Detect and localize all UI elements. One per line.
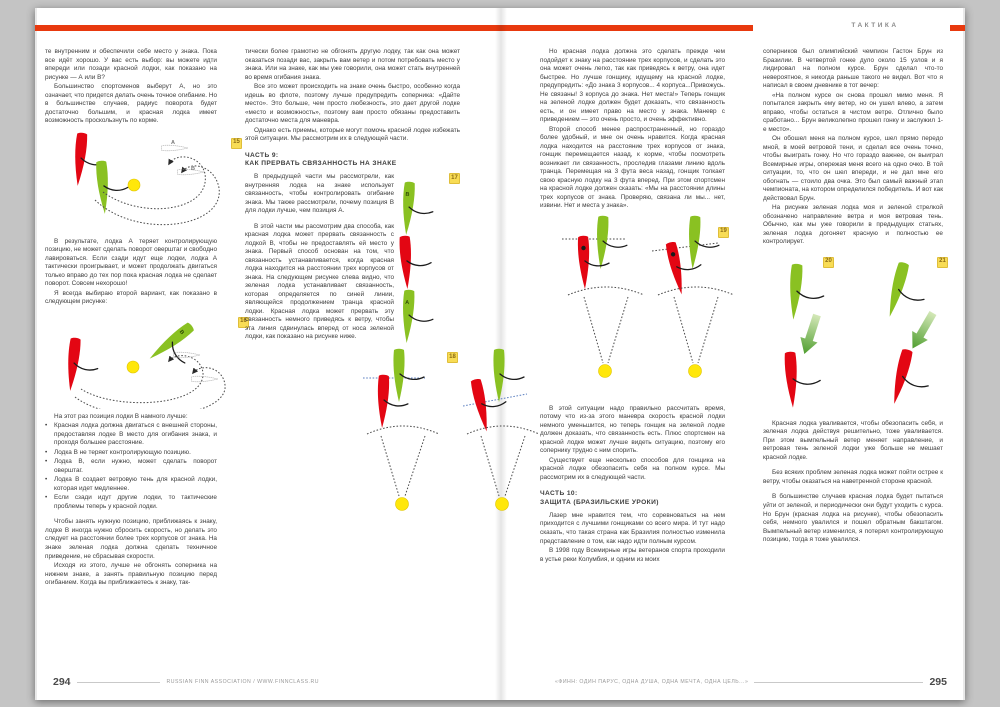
red-boat-icon xyxy=(784,350,821,408)
part-10-heading-line2: ЗАЩИТА (БРАЗИЛЬСКИЕ УРОКИ) xyxy=(540,499,659,507)
red-boat-icon xyxy=(377,375,409,429)
green-boat-icon xyxy=(788,263,826,321)
advantage-list xyxy=(45,422,217,511)
green-boat-icon xyxy=(595,215,628,270)
red-boat-icon xyxy=(665,237,706,295)
paragraph: Чтобы занять нужную позицию, приближаясь к знаку, лодке В иногда нужно сбросить скорость, но делать это следует на расстоянии более трех корпусов от знака. На знаке зеленая лодка должна сделать техничное приведение, не сбрасывая скорости. xyxy=(45,518,217,560)
paragraph: В предыдущей части мы рассмотрели, как внутренняя лодка на знаке использует связанность, чтобы контролировать огибание знака. Мы также рассмотрели, почему позиция В для лодки лучше, чем позиция А. xyxy=(245,173,394,215)
figure-15 xyxy=(45,130,240,234)
ghost-boat-2 xyxy=(191,376,218,382)
course-path-b xyxy=(95,166,219,225)
figure-17-badge: 17 xyxy=(449,173,460,184)
page-spread xyxy=(35,8,965,700)
mark-buoy xyxy=(128,179,140,191)
footer-rule xyxy=(754,682,923,683)
header-red-bar-left xyxy=(35,25,753,31)
figure-19-left-diagram xyxy=(562,215,650,397)
zone-line xyxy=(481,436,499,496)
list-item: • Лодка В, если нужно, может сделать поворот оверштаг. xyxy=(45,458,217,475)
paragraph: На рисунке зеленая лодка моя и зеленой стрелкой обозначено направление ветра и моя ветровая тень. Обычно, как мы уже говорили в предыдущих статьях, зеленая лодка догоняет красную и полностью ее контролирует. xyxy=(763,204,943,246)
figure-18-badge: 18 xyxy=(447,352,458,363)
mark-buoy xyxy=(599,364,612,377)
figure-19-badge: 19 xyxy=(718,227,729,238)
part-10-heading-line1: ЧАСТЬ 10: xyxy=(540,490,578,498)
figure-17 xyxy=(398,173,460,345)
page-number-right: 295 xyxy=(929,676,947,688)
red-boat-icon xyxy=(65,337,101,393)
label-a: A xyxy=(405,300,410,307)
figure-21-diagram xyxy=(881,253,961,415)
figure-15-diagram xyxy=(45,130,225,234)
paragraph: Но красная лодка должна это сделать прежде чем подойдет к знаку на расстояние трех корпусов, и сделать это она может очень легко, так как приведясь к ветру, она идет быстрее. Но лучше гонщику, идущему на красной лодке, предупредить: «До знака 3 корпусов... 4 корпуса...Привожусь. Не связаны! 3 корпуса до знака. Нет места!» Теперь гонщик на зеленой лодке должен будет доказать, что связанность есть, и он имеет право на место у знака. Маневр с приведением — это очень просто, и очень эффективно. xyxy=(540,48,725,124)
list-item: • Красная лодка должна двигаться с внешней стороны, предоставляя лодке В место для огибания знака, и проходя большее расстояние. xyxy=(45,422,217,448)
part-9-heading-line1: ЧАСТЬ 9: xyxy=(245,151,279,159)
right-page-column-2 xyxy=(763,48,946,546)
figure-16-badge: 16 xyxy=(238,317,249,328)
zone-line xyxy=(505,436,525,496)
paragraph: соперников был олимпийский чемпион Гастон Брун из Бразилии. В четвертой гонке дуло около 15 узлов и я лидировал на полном курсе. Брун сделал что-то невероятное, я никогда раньше такого не видел. Вот что я написал в своем дневнике в тот вечер: xyxy=(763,48,943,90)
footer-credit-left: RUSSIAN FINN ASSOCIATION / WWW.FINNCLASS.RU xyxy=(166,679,319,685)
figures-20-21 xyxy=(763,251,946,416)
part-9-heading-line2: КАК ПРЕРВАТЬ СВЯЗАННОСТЬ НА ЗНАКЕ xyxy=(245,160,397,168)
green-boat-icon xyxy=(884,261,932,324)
red-boat-icon xyxy=(889,348,936,411)
paragraph: В большинстве случаев красная лодка будет пытаться уйти от зеленой, и периодически они будут уходить с курса. Но Брун (красная лодка на рисунке), чтобы обезопасить себя, немного увалился и пошел обратным бакштагом. Вымпельный ветер изменился, я потерял контролирующую позицию, тогда я тоже увалился. xyxy=(763,493,943,544)
left-page-column-2 xyxy=(245,48,460,532)
paragraph: В этой части мы рассмотрим два способа, как красная лодка может прервать связанность с лодкой В, чтобы не предоставлять ей место у знака. Первый способ основан на том, что связанность устанавливается, когда красная лодка находится на расстоянии трех корпусов от знака. На следующем рисунке слева видно, что зеленая лодка устанавливает связанность, которая определяется по синей линии, являющейся продолжением транца красной лодки. Красная лодка может прервать эту связанность немного приведясь к ветру, чтобы эта линия сдвинулась вперед от носа зеленой лодки, как показано на рисунке ниже. xyxy=(245,222,394,341)
figure-15-badge: 15 xyxy=(231,138,242,149)
mark-buoy xyxy=(496,498,509,511)
figure-19 xyxy=(540,215,725,401)
paragraph: В результате, лодка А теряет контролирующую позицию, не может сделать поворот оверштаг и свободно лавироваться. Если сзади идут еще лодки, лодка А тактически проигрывает, и может продолжать двигаться только вправо до тех пор пока красная лодка не сделает поворот. Совсем нехорошо! xyxy=(45,237,218,288)
page-number-left: 294 xyxy=(53,676,71,688)
paragraph: Исходя из этого, лучше не обгонять соперника на нижнем знаке, а занять правильную позицию перед огибанием. Когда вы приближаетесь к знаку, так- xyxy=(45,562,217,587)
three-lengths-arc xyxy=(367,426,439,434)
list-item: • Если сзади идут другие лодки, то тактические проблемы теперь у красной лодки. xyxy=(45,494,217,511)
paragraph: те внутренним и обеспечили себе место у знака. Пока все идёт хорошо. У вас есть выбор: вы можете идти впереди или позади красной лодки, как показано на рисунке — А или В? xyxy=(45,48,217,81)
green-boat-a-icon xyxy=(401,290,434,345)
paragraph: Все это может происходить на знаке очень быстро, особенно когда идешь во флоте, поэтому лучше предупредить соперника: «Дайте место». Это больше, чем просто любезность, это дает другой лодке «место и возможность», поэтому вам просто обязаны предоставить достаточно места для маневра. xyxy=(245,83,460,125)
green-boat-icon xyxy=(146,321,207,378)
figure-20-diagram xyxy=(771,253,851,415)
paragraph: Он обошел меня на полном курсе, шел прямо передо мной, в моей ветровой тени, и сделал все очень точно, чтобы выиграть гонку. Но что гораздо важнее, он выиграл Всемирные игры, опережая меня всего на одно очко. В той ситуации, то, что он шел впереди, и не дал мне его обогнать — стоило два очка. Это был самый важный этап чемпионата, на котором определился победитель. И вот как действовал Брун. xyxy=(763,135,943,202)
label-b: B xyxy=(405,191,410,199)
green-boat-icon xyxy=(393,349,424,402)
figure-17-diagram xyxy=(398,179,444,347)
green-boat-icon xyxy=(96,159,130,214)
zone-line xyxy=(674,297,693,363)
figure-18-left-diagram xyxy=(363,348,443,526)
green-boat-icon xyxy=(493,349,524,402)
paragraph: Я всегда выбираю второй вариант, как показано в следующем рисунке: xyxy=(45,289,217,306)
three-lengths-arc xyxy=(467,426,539,434)
label-b: B xyxy=(191,165,195,172)
left-page-footer xyxy=(53,676,319,688)
figure-16 xyxy=(45,311,247,409)
paragraph: «На полном курсе он снова прошел мимо меня. Я попытался закрыть ему ветер, но он ушел влево, а затем вправо, чтобы остаться в чистом ветре. Отлично было сработано... Брун великолепно прошел гонку и заслужил 1-е место». xyxy=(763,91,943,133)
wind-shadow-arrow xyxy=(905,308,941,353)
list-item: • Лодка В не теряет контролирующую позицию. xyxy=(45,449,217,458)
footer-rule xyxy=(77,682,161,683)
figure-21-badge: 21 xyxy=(937,257,948,268)
figure-16-diagram xyxy=(45,311,230,409)
figure-18-right-diagram xyxy=(463,348,543,526)
zone-line xyxy=(608,297,628,363)
overlap-line-blue xyxy=(463,394,527,406)
list-lead: На этот раз позиция лодки В намного лучше: xyxy=(54,412,188,420)
zone-line xyxy=(405,436,425,496)
paragraph: Существует еще несколько способов для гонщика на красной лодке обезопасить себя на полном курсе. Мы рассмотрим их в следующей части. xyxy=(540,456,725,481)
paragraph: Лазер мне нравится тем, что соревноваться на нем приходится с лучшими гонщиками со всего мира. И тут надо сказать, что такая страна как Бразилия полностью изменила представление о том, как надо идти полным курсом. xyxy=(540,511,725,545)
paragraph: Однако есть приемы, которые могут помочь красной лодке избежать этой ситуации. Мы рассмотрим их в следующей части. xyxy=(245,126,460,143)
red-boat-icon xyxy=(470,374,511,432)
mark-buoy xyxy=(396,498,409,511)
zone-line xyxy=(584,297,603,363)
label-a: A xyxy=(171,139,175,146)
section-kicker: ТАКТИКА xyxy=(851,22,899,29)
zone-line xyxy=(698,297,718,363)
left-page-column-1 xyxy=(45,48,247,589)
three-lengths-arc xyxy=(658,287,734,295)
figure-20-badge: 20 xyxy=(823,257,834,268)
footer-credit-right: «ФИНН: ОДИН ПАРУС, ОДНА ДУША, ОДНА МЕЧТА, ОДНА ЦЕЛЬ...» xyxy=(555,679,749,685)
paragraph: В этой ситуации надо правильно рассчитать время, потому что из-за этого маневра скорость красной лодки немного уменьшится, но теперь гонщик на зеленой лодке должен доказать, что связанность есть. Плюс спортсмен на красной лодке может лучше видеть ситуацию, поэтому его сопернику трудно с ним спорить. xyxy=(540,404,725,455)
course-path-a xyxy=(103,157,205,209)
paragraph: Без всяких проблем зеленая лодка может пойти острее к ветру, чтобы оказаться на наветренной стороне красной. xyxy=(763,469,943,485)
right-page-column-1 xyxy=(540,48,725,565)
red-boat-icon xyxy=(399,235,432,290)
green-boat-icon xyxy=(687,215,720,270)
header-red-bar-right xyxy=(950,25,965,31)
three-lengths-arc xyxy=(568,287,644,295)
paragraph: Большинство спортсменов выберут А, но это означает, что придется делать очень точное огибание. Но в большинстве случаев, радиус поворота будет достаточно большим, и красная лодка имеет возможность проскользнуть по корме. xyxy=(45,83,217,125)
zone-line xyxy=(381,436,399,496)
wind-shadow-arrow xyxy=(796,312,826,357)
green-boat-b-icon xyxy=(401,182,435,237)
list-item: • Лодка В создает ветровую тень для красной лодки, которая идет медленнее. xyxy=(45,476,217,493)
paragraph: тически более грамотно не обгонять другую лодку, так как она может оказаться позади вас, закрыть вам ветер и потом потребовать место у знака. Или на знаке, как мы уже говорили, она может стать внутренней во время огибания знака. xyxy=(245,48,460,81)
figure-18 xyxy=(245,346,460,528)
ghost-boat-a xyxy=(161,145,188,151)
paragraph: Красная лодка уваливается, чтобы обезопасить себя, и зеленая лодка действуя решительно, тоже уваливается. При этом вымпельный ветер меняет направление, и ветровая тень зеленой лодки уже больше не мешает красной лодке. xyxy=(763,419,943,461)
paragraph: Второй способ менее распространенный, но гораздо более удобный, и мне он очень нравится. Когда красная лодка находится на расстояние трех корпусов от знака, гонщик перемещается назад, к корме, чтобы посмотреть возникает ли связанность, проследив глазами линию вдоль транца. Перемещая на 3 фута веса назад, гонщик толкает свою красную лодку на 3 фута вперед. При этом спортсмен на красной лодке должен сказать: «Мы на расстоянии длины трех корпусов от знака. Проверяю, связана ли мы... нет, извини. Нет и места у знака». xyxy=(540,125,725,210)
mark-buoy xyxy=(127,361,139,373)
mark-buoy xyxy=(689,364,702,377)
label-b: B xyxy=(177,328,186,336)
paragraph: В 1998 году Всемирные игры ветеранов спорта проходили в устье реки Колумбия, и одним из моих xyxy=(540,547,725,563)
figure-19-right-diagram xyxy=(652,215,740,397)
right-page-footer xyxy=(555,676,947,688)
